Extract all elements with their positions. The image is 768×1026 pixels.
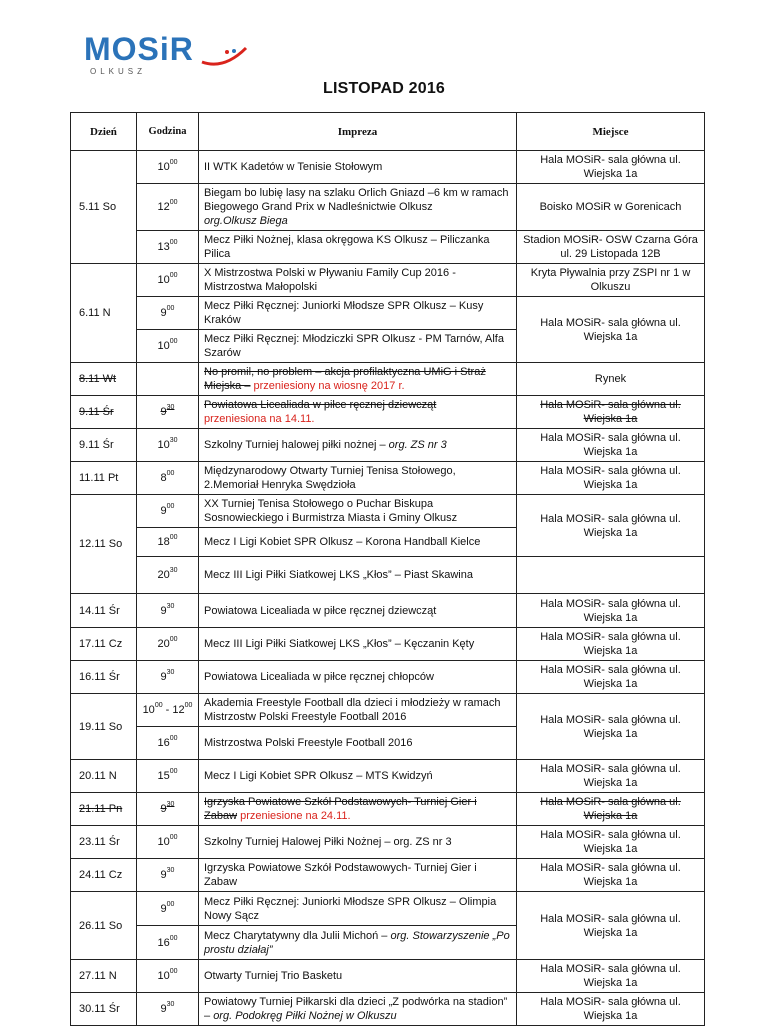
event-cell: Mistrzostwa Polski Freestyle Football 2016 bbox=[199, 727, 517, 760]
event-cell: Igrzyska Powiatowe Szkół Podstawowych- Turniej Gier i Zabaw bbox=[199, 859, 517, 892]
place-cell: Hala MOSiR- sala główna ul. Wiejska 1a bbox=[517, 297, 705, 363]
time-cell: $9^{00}$ bbox=[137, 297, 199, 330]
time-cell: $16^{00}$ bbox=[137, 926, 199, 960]
place-cell: Hala MOSiR- sala główna ul. Wiejska 1a bbox=[517, 694, 705, 760]
table-header-row bbox=[71, 113, 705, 151]
table-row bbox=[71, 495, 705, 528]
event-cell: Mecz Piłki Nożnej, klasa okręgowa KS Olkusz – Piliczanka Pilica bbox=[199, 231, 517, 264]
event-cell: Powiatowa Licealiada w piłce ręcznej dziewcząt bbox=[199, 594, 517, 628]
day-cell: 20.11 N bbox=[71, 760, 137, 793]
event-cell: Mecz Piłki Ręcznej: Juniorki Młodsze SPR Olkusz – Kusy Kraków bbox=[199, 297, 517, 330]
place-cell: Hala MOSiR- sala główna ul. Wiejska 1a bbox=[517, 760, 705, 793]
place-cell: Hala MOSiR- sala główna ul. Wiejska 1a bbox=[517, 826, 705, 859]
day-cell: 24.11 Cz bbox=[71, 859, 137, 892]
logo-dot-icon bbox=[225, 50, 229, 54]
table-row bbox=[71, 760, 705, 793]
day-cell: 19.11 So bbox=[71, 694, 137, 760]
place-cell: Hala MOSiR- sala główna ul. Wiejska 1a bbox=[517, 462, 705, 495]
table-row bbox=[71, 396, 705, 429]
time-cell: $12^{00}$ bbox=[137, 184, 199, 231]
time-cell: $18^{00}$ bbox=[137, 528, 199, 557]
place-cell: Hala MOSiR- sala główna ul. Wiejska 1a bbox=[517, 151, 705, 184]
time-cell: $9^{30}$ bbox=[137, 793, 199, 826]
table-row bbox=[71, 297, 705, 330]
place-cell: Stadion MOSiR- OSW Czarna Góra ul. 29 Listopada 12B bbox=[517, 231, 705, 264]
event-cell: Otwarty Turniej Trio Basketu bbox=[199, 960, 517, 993]
day-cell: 14.11 Śr bbox=[71, 594, 137, 628]
time-cell: $9^{30}$ bbox=[137, 859, 199, 892]
table-row bbox=[71, 231, 705, 264]
day-cell: 16.11 Śr bbox=[71, 661, 137, 694]
time-cell: $10^{00}$ bbox=[137, 960, 199, 993]
place-cell: Hala MOSiR- sala główna ul. Wiejska 1a bbox=[517, 495, 705, 557]
day-cell: 23.11 Śr bbox=[71, 826, 137, 859]
logo-subtext: OLKUSZ bbox=[90, 67, 147, 76]
time-cell: $10^{00}$ bbox=[137, 826, 199, 859]
event-cell: No promil, no problem – akcja profilaktyczna UMiG i Straż Miejska – przeniesiony na wiosnę 2017 r. bbox=[199, 363, 517, 396]
time-cell: $15^{00}$ bbox=[137, 760, 199, 793]
time-cell: $8^{00}$ bbox=[137, 462, 199, 495]
time-cell: $10^{00}$ bbox=[137, 151, 199, 184]
day-cell: 17.11 Cz bbox=[71, 628, 137, 661]
time-cell: $9^{30}$ bbox=[137, 993, 199, 1026]
table-row bbox=[71, 628, 705, 661]
day-cell: 5.11 So bbox=[71, 151, 137, 264]
table-row bbox=[71, 993, 705, 1026]
event-cell: Biegam bo lubię lasy na szlaku Orlich Gniazd –6 km w ramach Biegowego Grand Prix w Nadleśnictwie Olkusz org.Olkusz Biega bbox=[199, 184, 517, 231]
event-cell: Międzynarodowy Otwarty Turniej Tenisa Stołowego, 2.Memoriał Henryka Swędzioła bbox=[199, 462, 517, 495]
event-cell: X Mistrzostwa Polski w Pływaniu Family Cup 2016 - Mistrzostwa Małopolski bbox=[199, 264, 517, 297]
mosir-logo bbox=[84, 30, 254, 76]
time-cell: $10^{00}$ bbox=[137, 264, 199, 297]
time-cell: $9^{30}$ bbox=[137, 396, 199, 429]
day-cell: 21.11 Pn bbox=[71, 793, 137, 826]
event-cell: Mecz I Ligi Kobiet SPR Olkusz – MTS Kwidzyń bbox=[199, 760, 517, 793]
logo-text: MOSiR bbox=[84, 31, 194, 67]
event-cell: XX Turniej Tenisa Stołowego o Puchar Biskupa Sosnowieckiego i Burmistrza Miasta i Gminy Olkusz bbox=[199, 495, 517, 528]
day-cell: 12.11 So bbox=[71, 495, 137, 594]
time-cell bbox=[137, 363, 199, 396]
time-cell: $20^{00}$ bbox=[137, 628, 199, 661]
day-cell: 9.11 Śr bbox=[71, 429, 137, 462]
event-cell: Mecz Piłki Ręcznej: Młodziczki SPR Olkusz - PM Tarnów, Alfa Szarów bbox=[199, 330, 517, 363]
place-cell: Boisko MOSiR w Gorenicach bbox=[517, 184, 705, 231]
event-cell: Akademia Freestyle Football dla dzieci i młodzieży w ramach Mistrzostw Polski Freestyle Football 2016 bbox=[199, 694, 517, 727]
place-cell: Hala MOSiR- sala główna ul. Wiejska 1a bbox=[517, 429, 705, 462]
place-cell: Hala MOSiR- sala główna ul. Wiejska 1a bbox=[517, 793, 705, 826]
table-row bbox=[71, 793, 705, 826]
event-cell: Powiatowa Licealiada w piłce ręcznej dziewcząt przeniesiona na 14.11. bbox=[199, 396, 517, 429]
time-cell: $13^{00}$ bbox=[137, 231, 199, 264]
event-cell: Mecz Piłki Ręcznej: Juniorki Młodsze SPR Olkusz – Olimpia Nowy Sącz bbox=[199, 892, 517, 926]
time-cell: $10^{00}$ bbox=[137, 330, 199, 363]
event-cell: Mecz III Ligi Piłki Siatkowej LKS „Kłos” – Kęczanin Kęty bbox=[199, 628, 517, 661]
day-cell: 11.11 Pt bbox=[71, 462, 137, 495]
table-row bbox=[71, 661, 705, 694]
table-row bbox=[71, 859, 705, 892]
place-cell bbox=[517, 557, 705, 594]
time-cell: $9^{30}$ bbox=[137, 594, 199, 628]
logo-dot-icon bbox=[232, 49, 236, 53]
table-row bbox=[71, 184, 705, 231]
table-row bbox=[71, 151, 705, 184]
col-time-header: Godzina bbox=[137, 113, 199, 151]
place-cell: Hala MOSiR- sala główna ul. Wiejska 1a bbox=[517, 594, 705, 628]
col-day-header: Dzień bbox=[71, 113, 137, 151]
place-cell: Hala MOSiR- sala główna ul. Wiejska 1a bbox=[517, 628, 705, 661]
event-cell: Powiatowa Licealiada w piłce ręcznej chłopców bbox=[199, 661, 517, 694]
table-row bbox=[71, 594, 705, 628]
logo-swoosh-icon bbox=[202, 48, 246, 64]
day-cell: 30.11 Śr bbox=[71, 993, 137, 1026]
col-place-header: Miejsce bbox=[517, 113, 705, 151]
time-cell: $16^{00}$ bbox=[137, 727, 199, 760]
event-cell: Igrzyska Powiatowe Szkół Podstawowych- Turniej Gier i Zabaw przeniesione na 24.11. bbox=[199, 793, 517, 826]
place-cell: Hala MOSiR- sala główna ul. Wiejska 1a bbox=[517, 960, 705, 993]
event-cell: Szkolny Turniej halowej piłki nożnej – org. ZS nr 3 bbox=[199, 429, 517, 462]
event-cell: Mecz I Ligi Kobiet SPR Olkusz – Korona Handball Kielce bbox=[199, 528, 517, 557]
table-row bbox=[71, 960, 705, 993]
table-row bbox=[71, 429, 705, 462]
time-cell: $10^{30}$ bbox=[137, 429, 199, 462]
place-cell: Hala MOSiR- sala główna ul. Wiejska 1a bbox=[517, 993, 705, 1026]
day-cell: 26.11 So bbox=[71, 892, 137, 960]
time-cell: $9^{00}$ bbox=[137, 495, 199, 528]
day-cell: 8.11 Wt bbox=[71, 363, 137, 396]
table-row bbox=[71, 892, 705, 926]
day-cell: 6.11 N bbox=[71, 264, 137, 363]
table-row bbox=[71, 694, 705, 727]
events-table bbox=[70, 112, 705, 1026]
table-row bbox=[71, 264, 705, 297]
event-cell: Powiatowy Turniej Piłkarski dla dzieci „Z podwórka na stadion” – org. Podokręg Piłki Nożnej w Olkuszu bbox=[199, 993, 517, 1026]
col-event-header: Impreza bbox=[199, 113, 517, 151]
day-cell: 9.11 Śr bbox=[71, 396, 137, 429]
event-cell: II WTK Kadetów w Tenisie Stołowym bbox=[199, 151, 517, 184]
time-cell: $9^{30}$ bbox=[137, 661, 199, 694]
table-row bbox=[71, 462, 705, 495]
place-cell: Hala MOSiR- sala główna ul. Wiejska 1a bbox=[517, 396, 705, 429]
event-cell: Mecz Charytatywny dla Julii Michoń – org. Stowarzyszenie „Po prostu działaj” bbox=[199, 926, 517, 960]
time-cell: $10^{00} - 12^{00}$ bbox=[137, 694, 199, 727]
day-cell: 27.11 N bbox=[71, 960, 137, 993]
time-cell: $9^{00}$ bbox=[137, 892, 199, 926]
place-cell: Hala MOSiR- sala główna ul. Wiejska 1a bbox=[517, 859, 705, 892]
place-cell: Rynek bbox=[517, 363, 705, 396]
place-cell: Hala MOSiR- sala główna ul. Wiejska 1a bbox=[517, 661, 705, 694]
table-row bbox=[71, 363, 705, 396]
event-cell: Szkolny Turniej Halowej Piłki Nożnej – org. ZS nr 3 bbox=[199, 826, 517, 859]
time-cell: $20^{30}$ bbox=[137, 557, 199, 594]
table-row bbox=[71, 557, 705, 594]
table-row bbox=[71, 826, 705, 859]
place-cell: Hala MOSiR- sala główna ul. Wiejska 1a bbox=[517, 892, 705, 960]
event-cell: Mecz III Ligi Piłki Siatkowej LKS „Kłos” – Piast Skawina bbox=[199, 557, 517, 594]
place-cell: Kryta Pływalnia przy ZSPI nr 1 w Olkuszu bbox=[517, 264, 705, 297]
page-title: LISTOPAD 2016 bbox=[322, 80, 446, 97]
